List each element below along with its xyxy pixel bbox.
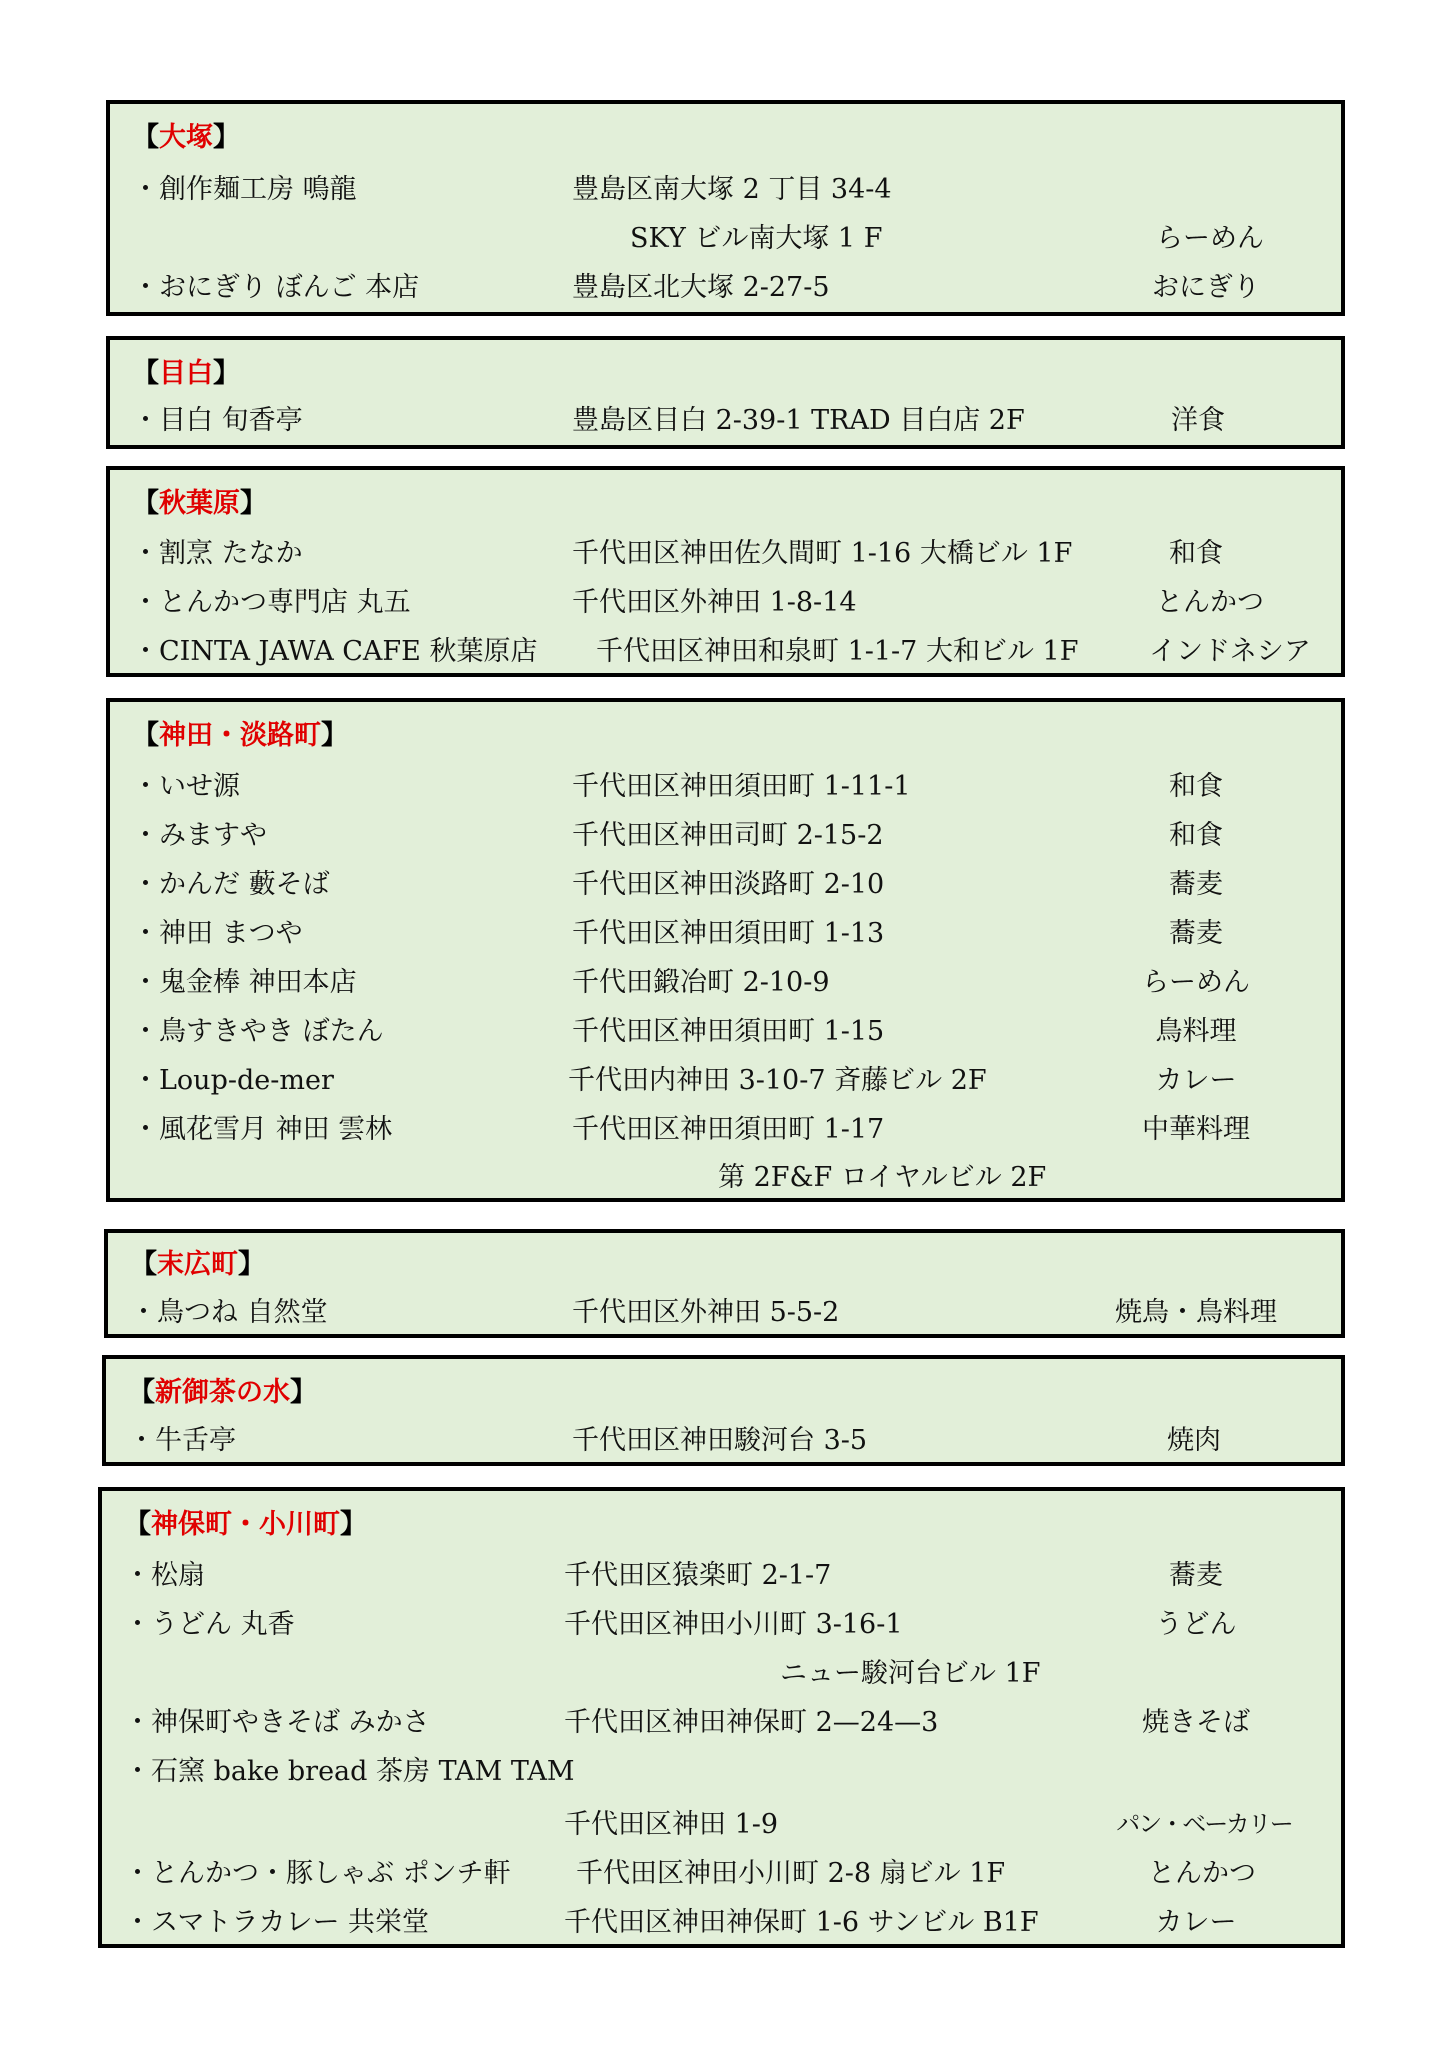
list-item — [108, 1288, 1341, 1337]
section-heading: 【大塚】 — [132, 122, 240, 153]
shop-address: 千代田区外神田 1-8-14 — [572, 587, 857, 618]
list-item — [110, 909, 1341, 958]
list-item — [110, 165, 1341, 214]
shop-address: 千代田区神田和泉町 1-1-7 大和ビル 1F — [596, 636, 1079, 667]
list-item — [110, 263, 1341, 312]
shop-category: カレー — [1155, 1065, 1237, 1096]
shop-name: ・鬼金棒 神田本店 — [132, 967, 357, 998]
list-item — [110, 1007, 1341, 1056]
shop-category: 和食 — [1169, 771, 1223, 802]
shop-category: 蕎麦 — [1169, 869, 1223, 900]
shop-name: ・とんかつ・豚しゃぶ ポンチ軒 — [124, 1858, 511, 1889]
shop-address: 千代田区神田小川町 3-16-1 — [564, 1609, 903, 1640]
section-heading: 【神保町・小川町】 — [124, 1509, 367, 1540]
section-title: 秋葉原 — [159, 488, 240, 519]
shop-address: 千代田区猿楽町 2-1-7 — [564, 1560, 832, 1591]
shop-name: ・おにぎり ぼんご 本店 — [132, 272, 420, 303]
section-title: 大塚 — [159, 122, 213, 153]
list-item — [110, 811, 1341, 860]
shop-address: 千代田区外神田 5-5-2 — [572, 1297, 840, 1328]
shop-address: 豊島区南大塚 2 丁目 34-4 — [572, 174, 892, 205]
shop-name: ・鳥すきやき ぼたん — [132, 1016, 384, 1047]
shop-name: ・石窯 bake bread 茶房 TAM TAM — [124, 1756, 575, 1787]
shop-category: 焼きそば — [1142, 1707, 1250, 1738]
shop-category: 焼鳥・鳥料理 — [1115, 1297, 1277, 1328]
shop-category: 鳥料理 — [1155, 1016, 1237, 1047]
shop-address: ニュー駿河台ビル 1F — [780, 1658, 1041, 1689]
section-suehirocho — [104, 1229, 1345, 1338]
shop-name: ・Loup-de-mer — [132, 1065, 334, 1096]
shop-category: おにぎり — [1152, 272, 1260, 303]
shop-category: とんかつ — [1148, 1858, 1256, 1889]
section-mejiro — [106, 336, 1345, 449]
shop-category: うどん — [1155, 1609, 1237, 1640]
list-item — [102, 1600, 1341, 1649]
shop-category: 焼肉 — [1167, 1425, 1221, 1456]
list-item — [110, 396, 1341, 445]
section-kanda-awajicho — [106, 698, 1345, 1202]
section-shin-ochanomizu — [102, 1355, 1345, 1466]
section-heading: 【秋葉原】 — [132, 488, 267, 519]
list-item — [106, 1416, 1341, 1465]
list-item — [110, 762, 1341, 811]
shop-name: ・神田 まつや — [132, 918, 303, 949]
section-title: 末広町 — [157, 1249, 238, 1280]
shop-name: ・とんかつ専門店 丸五 — [132, 587, 411, 618]
shop-name: ・風花雪月 神田 雲林 — [132, 1114, 393, 1145]
shop-name: ・鳥つね 自然堂 — [130, 1297, 328, 1328]
shop-name: ・みますや — [132, 820, 267, 851]
shop-category: 洋食 — [1171, 405, 1225, 436]
list-item — [102, 1747, 1341, 1796]
shop-name: ・スマトラカレー 共栄堂 — [124, 1907, 430, 1938]
shop-name: ・CINTA JAWA CAFE 秋葉原店 — [132, 636, 538, 667]
shop-category: 中華料理 — [1142, 1114, 1250, 1145]
section-heading: 【新御茶の水】 — [128, 1377, 317, 1408]
shop-address: 豊島区目白 2-39-1 TRAD 目白店 2F — [572, 405, 1025, 436]
shop-name: ・いせ源 — [132, 771, 240, 802]
shop-address: 豊島区北大塚 2-27-5 — [572, 272, 830, 303]
shop-category: パン・ベーカリー — [1116, 1810, 1292, 1838]
shop-address: SKY ビル南大塚 1 F — [630, 223, 883, 254]
list-item — [110, 958, 1341, 1007]
shop-address: 千代田区神田淡路町 2-10 — [572, 869, 885, 900]
shop-category: 和食 — [1169, 820, 1223, 851]
shop-address: 千代田区神田須田町 1-17 — [572, 1114, 885, 1145]
list-item — [110, 860, 1341, 909]
list-item — [102, 1849, 1341, 1898]
shop-name: ・かんだ 藪そば — [132, 869, 330, 900]
list-item — [110, 214, 1341, 263]
list-item — [110, 1105, 1341, 1154]
shop-address: 千代田区神田 1-9 — [564, 1809, 779, 1840]
list-item — [110, 529, 1341, 578]
section-title: 神保町・小川町 — [151, 1509, 340, 1540]
list-item — [102, 1898, 1341, 1947]
shop-address: 千代田鍛冶町 2-10-9 — [572, 967, 830, 998]
shop-name: ・目白 旬香亭 — [132, 405, 303, 436]
shop-name: ・割烹 たなか — [132, 538, 303, 569]
shop-name: ・松扇 — [124, 1560, 205, 1591]
list-item — [110, 1153, 1341, 1202]
shop-name: ・神保町やきそば みかさ — [124, 1707, 430, 1738]
list-item — [110, 627, 1341, 676]
list-item — [110, 578, 1341, 627]
shop-category: 和食 — [1169, 538, 1223, 569]
shop-address: 千代田区神田神保町 1-6 サンビル B1F — [564, 1907, 1039, 1938]
shop-address: 千代田区神田佐久間町 1-16 大橋ビル 1F — [572, 538, 1073, 569]
shop-category: 蕎麦 — [1169, 1560, 1223, 1591]
list-item — [110, 1056, 1341, 1105]
shop-name: ・うどん 丸香 — [124, 1609, 295, 1640]
section-heading: 【神田・淡路町】 — [132, 720, 348, 751]
shop-address: 千代田区神田須田町 1-15 — [572, 1016, 885, 1047]
shop-address: 千代田区神田須田町 1-11-1 — [572, 771, 911, 802]
shop-name: ・創作麺工房 鳴龍 — [132, 174, 357, 205]
section-akihabara — [106, 466, 1345, 677]
shop-category: カレー — [1155, 1907, 1237, 1938]
shop-category: 蕎麦 — [1169, 918, 1223, 949]
shop-category: らーめん — [1156, 223, 1264, 254]
shop-category: らーめん — [1142, 967, 1250, 998]
shop-address: 第 2F&F ロイヤルビル 2F — [718, 1162, 1047, 1193]
shop-name: ・牛舌亭 — [128, 1425, 236, 1456]
section-jimbocho-ogawamachi — [98, 1487, 1345, 1948]
shop-address: 千代田区神田小川町 2-8 扇ビル 1F — [576, 1858, 1006, 1889]
shop-address: 千代田内神田 3-10-7 斉藤ビル 2F — [568, 1065, 987, 1096]
shop-address: 千代田区神田神保町 2—24—3 — [564, 1707, 939, 1738]
shop-category: とんかつ — [1156, 587, 1264, 618]
section-title: 神田・淡路町 — [159, 720, 321, 751]
section-heading: 【目白】 — [132, 358, 240, 389]
list-item — [102, 1800, 1341, 1849]
section-title: 新御茶の水 — [155, 1377, 290, 1408]
section-title: 目白 — [159, 358, 213, 389]
list-item — [102, 1551, 1341, 1600]
list-item — [102, 1649, 1341, 1698]
section-otsuka — [106, 100, 1345, 316]
section-heading: 【末広町】 — [130, 1249, 265, 1280]
shop-category: インドネシア — [1149, 636, 1311, 667]
shop-address: 千代田区神田駿河台 3-5 — [572, 1425, 868, 1456]
shop-address: 千代田区神田須田町 1-13 — [572, 918, 885, 949]
shop-address: 千代田区神田司町 2-15-2 — [572, 820, 884, 851]
list-item — [102, 1698, 1341, 1747]
